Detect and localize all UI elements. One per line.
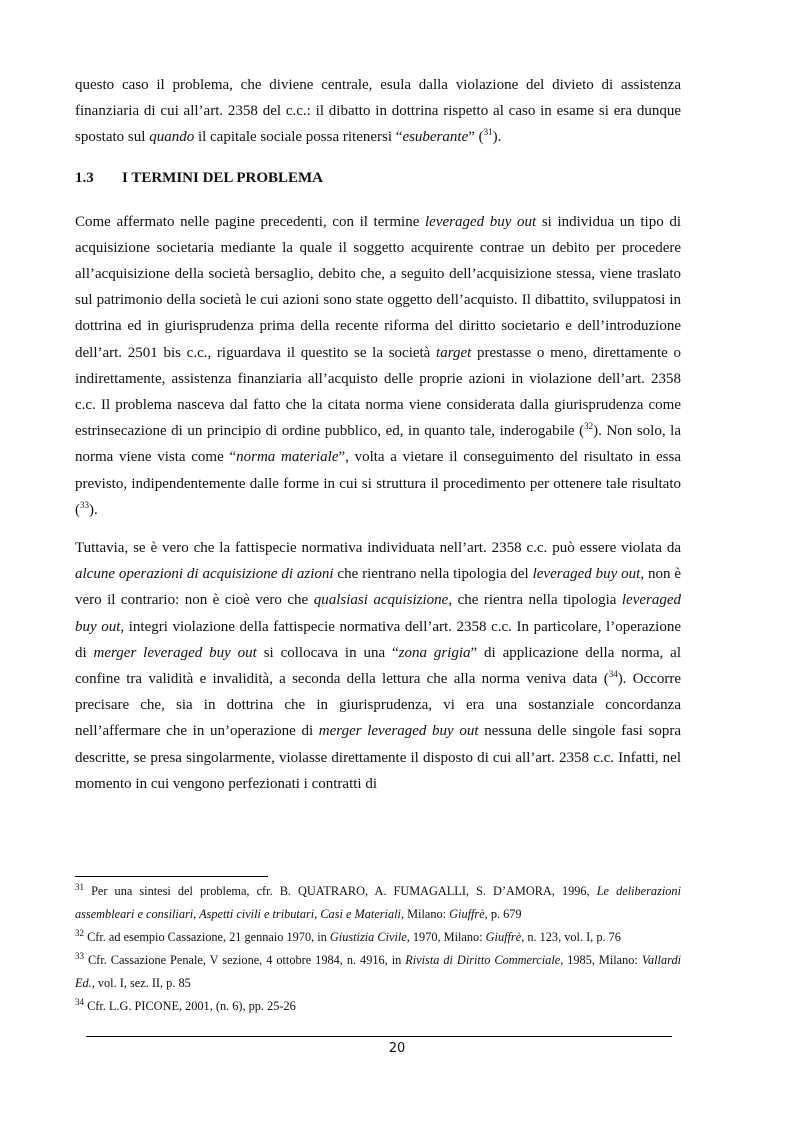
text-run: ). [89, 501, 98, 518]
footnote-separator [75, 876, 268, 877]
text-run: , non è vero il contrario: non è cioè vero che [75, 566, 681, 609]
text-run: questo caso il problema, che diviene centrale, esula dalla violazione del divieto di assistenza finanziaria di cui all’art. 2358 del c.c.: il dibatto in dottrina rispetto al caso in esame si era dunque spostato sul [75, 77, 681, 146]
italic-run: merger leveraged buy out [318, 723, 479, 740]
text-run: , n. 123, vol. I, p. 76 [521, 930, 621, 944]
text-run: , che rientra nella tipologia [448, 592, 622, 609]
footer-rule [86, 1036, 672, 1037]
text-run: Per una sintesi del problema, cfr. B. QUATRARO, A. FUMAGALLI, S. D’AMORA, 1996, [84, 884, 597, 898]
text-run: , vol. I, sez. II, p. 85 [91, 976, 191, 990]
italic-run: zona grigia [398, 644, 471, 661]
paragraph-2 [75, 535, 681, 797]
text-run: ” di applicazione della norma, al confine tra validità e invalidità, a seconda della lettura che alla norma veniva data ( [75, 644, 681, 688]
footnote-31 [75, 880, 681, 926]
italic-run: target [436, 344, 472, 361]
paragraph-1 [75, 209, 681, 523]
text-run: nessuna delle singole fasi sopra descritte, se presa singolarmente, violasse direttamente il disposto di cui all’art. 2358 c.c. Infatti, nel momento in cui vengono perfezionati i contratti di [75, 723, 682, 792]
text-run: , Milano: [400, 907, 450, 921]
italic-run: quando [149, 129, 195, 146]
text-run: si collocava in una “ [256, 644, 399, 661]
page-number: 20 [388, 1041, 406, 1056]
footnote-ref: 34 [608, 669, 618, 680]
italic-run: Giuffrè [485, 930, 522, 944]
text-run: , 1970, Milano: [406, 930, 486, 944]
italic-run: Vallardi Ed. [75, 953, 682, 990]
footnote-ref: 33 [80, 499, 89, 510]
text-run: Cfr. ad esempio Cassazione, 21 gennaio 1970, in [84, 930, 330, 944]
italic-run: alcune operazioni di acquisizione di azioni [75, 566, 334, 583]
italic-run: esuberante [402, 129, 469, 146]
text-run: , p. 679 [484, 907, 522, 921]
text-run: si individua un tipo di acquisizione societaria mediante la quale il soggetto acquirente contrae un debito per procedere all’acquisizione della società bersaglio, debito che, a seguito dell’acquisizione stessa, viene traslato sul patrimonio della società le cui azioni sono state oggetto dell’acquisto. Il dibattito, sviluppatosi in dottrina ed in giurisprudenza prima della recente riforma del diritto societario e dell’introduzione dell’art. 2501 bis c.c., riguardava il questito se la società [75, 213, 682, 361]
footnote-number: 32 [75, 927, 84, 938]
italic-run: Giuffrè [449, 907, 485, 921]
footnote-34 [75, 995, 681, 1018]
text-run: Cfr. L.G. PICONE, 2001, (n. 6), pp. 25-26 [84, 999, 296, 1013]
text-run: ”, volta a vietare il conseguimento del risultato in essa previsto, indipendentemente dalle forme in cui si struttura il procedimento per ottenere tale risultato ( [75, 449, 681, 518]
section-number: 1.3 [75, 169, 94, 186]
section-heading [75, 165, 681, 191]
footnotes [75, 880, 681, 1018]
italic-run: norma materiale [236, 449, 339, 466]
italic-run: Le deliberazioni assembleari e consiliari, Aspetti civili e tributari, Casi e Materiali [75, 884, 681, 921]
footnote-number: 33 [75, 950, 84, 961]
footnote-ref: 32 [584, 421, 594, 432]
text-run: il capitale sociale possa ritenersi “ [194, 129, 403, 146]
footnote-32 [75, 926, 681, 949]
text-run: ). [492, 129, 502, 146]
text-run: prestasse o meno, direttamente o indirettamente, assistenza finanziaria all’acquisto delle proprie azioni in violazione dell’art. 2358 c.c. Il problema nasceva dal fatto che la citata norma viene considerata dalla giurisprudenza come estrinsecazione di un principio di ordine pubblico, ed, in quanto tale, inderogabile ( [75, 344, 682, 440]
text-run: che rientrano nella tipologia del [333, 566, 533, 583]
text-run: Come affermato nelle pagine precedenti, con il termine [75, 213, 425, 230]
text-run: ). Non solo, la norma viene vista come “ [75, 423, 681, 466]
section-title: I TERMINI DEL PROBLEMA [122, 169, 324, 186]
italic-run: Rivista di Diritto Commerciale [405, 953, 561, 967]
text-run: , integri violazione della fattispecie normativa dell’art. 2358 c.c. In particolare, l’operazione di [75, 618, 681, 661]
italic-run: leveraged buy out [532, 566, 641, 583]
italic-run: leveraged buy out [425, 213, 537, 230]
text-run: Cfr. Cassazione Penale, V sezione, 4 ottobre 1984, n. 4916, in [84, 953, 406, 967]
text-run: ” ( [468, 129, 484, 146]
footnote-ref: 31 [483, 127, 493, 138]
footnote-number: 34 [75, 996, 84, 1007]
page-body [75, 72, 681, 797]
text-run: ). Occorre precisare che, sia in dottrina che in giurisprudenza, vi era una sostanziale concordanza nell’affermare che in un’operazione di [75, 671, 681, 740]
text-run: Tuttavia, se è vero che la fattispecie normativa individuata nell’art. 2358 c.c. può essere violata da [75, 540, 681, 557]
italic-run: leveraged buy out [75, 592, 682, 635]
italic-run: merger leveraged buy out [93, 644, 257, 661]
footnote-number: 31 [75, 881, 84, 892]
italic-run: qualsiasi acquisizione [313, 592, 449, 609]
footnote-33 [75, 949, 681, 995]
text-run: , 1985, Milano: [560, 953, 642, 967]
paragraph-continuation [75, 72, 681, 151]
italic-run: Giustizia Civile [329, 930, 407, 944]
